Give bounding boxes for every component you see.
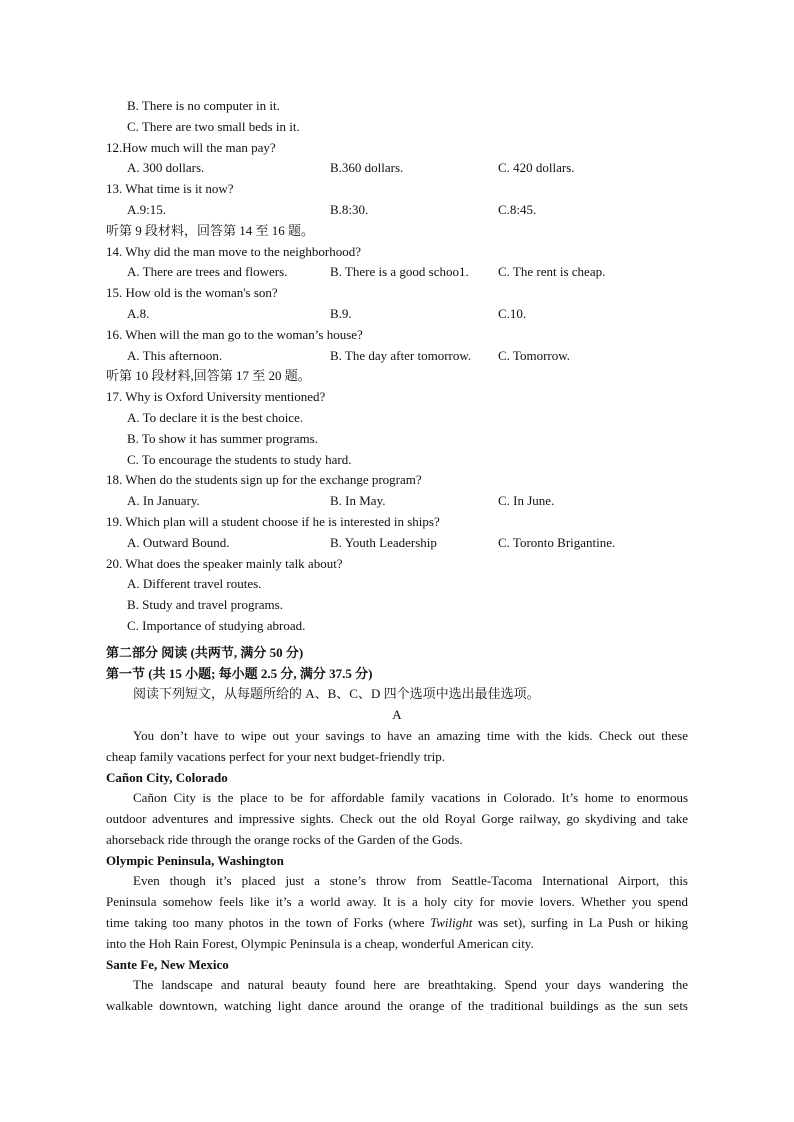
olympic-line-1: Even though it’s placed just a stone’s throw from Seattle-Tacoma International Airport, this bbox=[133, 873, 688, 889]
q19-option-a: A. Outward Bound. bbox=[127, 534, 230, 550]
section-10-instruction: 听第 10 段材料,回答第 17 至 20 题。 bbox=[106, 368, 311, 384]
q18-option-a: A. In January. bbox=[127, 493, 200, 509]
q16-option-b: B. The day after tomorrow. bbox=[330, 347, 472, 363]
q14-question: 14. Why did the man move to the neighborhood? bbox=[106, 243, 362, 259]
q17-option-c: C. To encourage the students to study hard. bbox=[127, 451, 352, 467]
q15-option-a: A.8. bbox=[127, 305, 150, 321]
section-9-instruction: 听第 9 段材料，回答第 14 至 16 题。 bbox=[106, 222, 315, 238]
q20-option-c: C. Importance of studying abroad. bbox=[127, 617, 306, 633]
intro-line-1: You don’t have to wipe out your savings to have an amazing time with the kids. Check out these bbox=[133, 727, 688, 743]
q18-option-c: C. In June. bbox=[498, 493, 555, 509]
q16-option-a: A. This afternoon. bbox=[127, 347, 223, 363]
canon-line-3: ahorseback ride through the orange rocks of the Garden of the Gods. bbox=[106, 831, 463, 847]
olympic-title: Olympic Peninsula, Washington bbox=[106, 852, 284, 868]
olympic-line-4: into the Hoh Rain Forest, Olympic Peninsula is a cheap, wonderful American city. bbox=[106, 935, 534, 951]
q17-question: 17. Why is Oxford University mentioned? bbox=[106, 389, 326, 405]
q16-option-c: C. Tomorrow. bbox=[498, 347, 571, 363]
q18-option-b: B. In May. bbox=[330, 493, 386, 509]
q19-option-c: C. Toronto Brigantine. bbox=[498, 534, 616, 550]
q14-option-a: A. There are trees and flowers. bbox=[127, 264, 288, 280]
q13-option-b: B.8:30. bbox=[330, 201, 369, 217]
q13-options bbox=[106, 200, 688, 221]
canon-line-2: outdoor adventures and impressive sights. Check out the old Royal Gorge railway, go skydiving and take bbox=[106, 811, 688, 827]
q16-question: 16. When will the man go to the woman’s house? bbox=[106, 326, 363, 342]
santefe-line-2: walkable downtown, watching light dance around the orange of the traditional buildings as the sun sets bbox=[106, 998, 688, 1014]
q18-options bbox=[106, 491, 688, 512]
canon-line-1: Cañon City is the place to be for affordable family vacations in Colorado. It’s home to enormous bbox=[133, 790, 688, 806]
q13-question: 13. What time is it now? bbox=[106, 181, 234, 197]
part-two-title: 第二部分 阅读 (共两节, 满分 50 分) bbox=[106, 644, 304, 660]
q14-option-b: B. There is a good schoo1. bbox=[330, 264, 469, 280]
q11-option-b: B. There is no computer in it. bbox=[127, 98, 280, 113]
q20-option-b: B. Study and travel programs. bbox=[127, 597, 283, 613]
twilight-title: Twilight bbox=[429, 915, 473, 931]
olympic-line-3 bbox=[106, 913, 688, 934]
q12-option-c: C. 420 dollars. bbox=[498, 160, 575, 176]
canon-city-title: Cañon City, Colorado bbox=[106, 769, 228, 785]
q20-option-a: A. Different travel routes. bbox=[127, 576, 262, 592]
santefe-line-1: The landscape and natural beauty found here are breathtaking. Spend your days wandering the bbox=[133, 977, 688, 993]
q20-question: 20. What does the speaker mainly talk about? bbox=[106, 555, 343, 571]
q15-option-b: B.9. bbox=[330, 305, 352, 321]
q14-options bbox=[106, 262, 688, 283]
q19-question: 19. Which plan will a student choose if he is interested in ships? bbox=[106, 513, 440, 529]
olympic-line-3-post: was set), surfing in La Push or hiking bbox=[472, 915, 688, 931]
q17-option-b: B. To show it has summer programs. bbox=[127, 430, 318, 446]
q18-question: 18. When do the students sign up for the exchange program? bbox=[106, 472, 422, 488]
section-one-title: 第一节 (共 15 小题; 每小题 2.5 分, 满分 37.5 分) bbox=[106, 665, 373, 681]
q12-options bbox=[106, 158, 688, 179]
q19-options bbox=[106, 533, 688, 554]
reading-instruction: 阅读下列短文，从每题所给的 A、B、C、D 四个选项中选出最佳选项。 bbox=[133, 686, 540, 702]
q14-option-c: C. The rent is cheap. bbox=[498, 264, 606, 280]
q15-option-c: C.10. bbox=[498, 305, 527, 321]
sante-fe-title: Sante Fe, New Mexico bbox=[106, 956, 229, 972]
q16-options bbox=[106, 346, 688, 367]
passage-label: A bbox=[392, 707, 402, 723]
q12-option-a: A. 300 dollars. bbox=[127, 160, 205, 176]
intro-line-2: cheap family vacations perfect for your next budget-friendly trip. bbox=[106, 748, 445, 764]
q15-question: 15. How old is the woman's son? bbox=[106, 285, 278, 301]
q12-option-b: B.360 dollars. bbox=[330, 160, 404, 176]
q12-question: 12.How much will the man pay? bbox=[106, 139, 276, 155]
q17-option-a: A. To declare it is the best choice. bbox=[127, 409, 304, 425]
q19-option-b: B. Youth Leadership bbox=[330, 534, 437, 550]
q15-options bbox=[106, 304, 688, 325]
olympic-line-2: Peninsula somehow feels like it’s a world away. It is a holy city for movie lovers. Whether you spend bbox=[106, 894, 688, 910]
q13-option-a: A.9:15. bbox=[127, 201, 166, 217]
q13-option-c: C.8:45. bbox=[498, 201, 537, 217]
q11-option-c: C. There are two small beds in it. bbox=[127, 118, 300, 134]
olympic-line-3-pre: time taking too many photos in the town of Forks (where bbox=[106, 915, 430, 931]
exam-page bbox=[106, 96, 688, 1017]
